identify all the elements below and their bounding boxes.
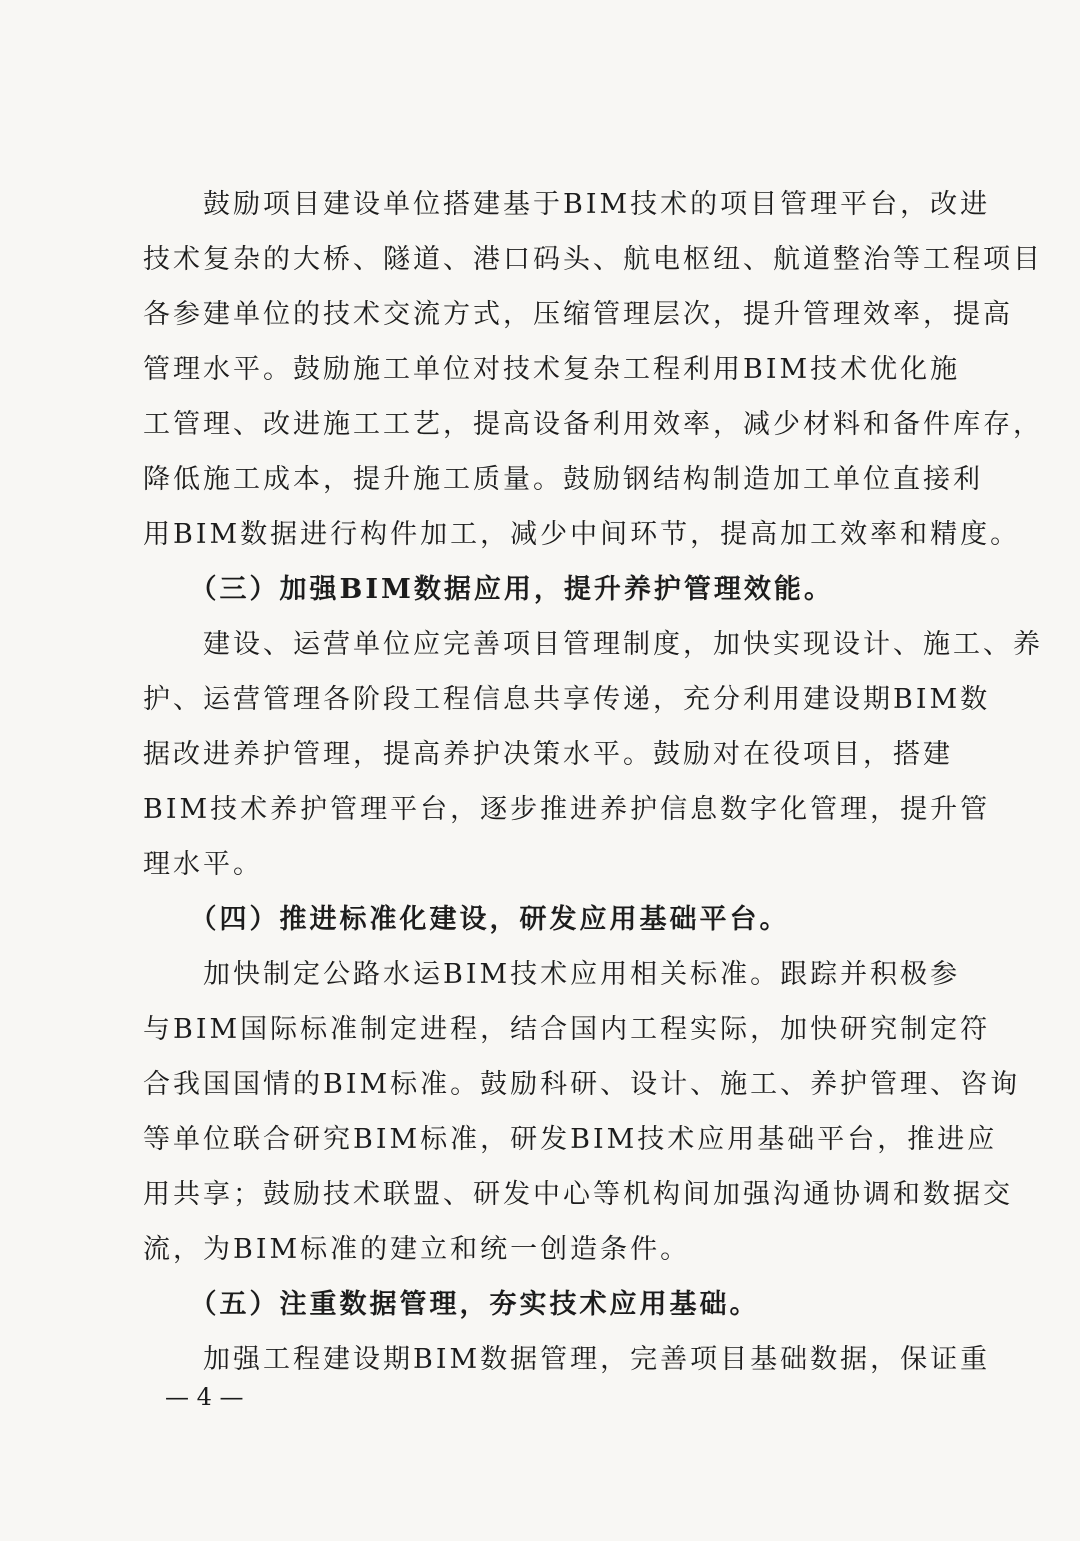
body-line-1: 鼓励项目建设单位搭建基于BIM技术的项目管理平台，改进 (143, 189, 991, 220)
body-line-17: 合我国国情的BIM标准。鼓励科研、设计、施工、养护管理、咨询 (143, 1069, 1021, 1100)
body-line-10: 护、运营管理各阶段工程信息共享传递，充分利用建设期BIM数 (143, 684, 991, 715)
section-heading-4: （四）推进标准化建设，研发应用基础平台。 (143, 904, 790, 935)
body-line-22: 加强工程建设期BIM数据管理，完善项目基础数据，保证重 (143, 1344, 991, 1375)
body-line-13: 理水平。 (143, 849, 263, 880)
section-heading-3: （三）加强BIM数据应用，提升养护管理效能。 (143, 574, 834, 605)
body-line-3: 各参建单位的技术交流方式，压缩管理层次，提升管理效率，提高 (143, 299, 1013, 330)
section-heading-5: （五）注重数据管理，夯实技术应用基础。 (143, 1289, 760, 1320)
body-line-19: 用共享；鼓励技术联盟、研发中心等机构间加强沟通协调和数据交 (143, 1179, 1013, 1210)
body-line-18: 等单位联合研究BIM标准，研发BIM技术应用基础平台，推进应 (143, 1124, 998, 1155)
body-line-6: 降低施工成本，提升施工质量。鼓励钢结构制造加工单位直接利 (143, 464, 983, 495)
body-line-9: 建设、运营单位应完善项目管理制度，加快实现设计、施工、养 (143, 629, 1043, 660)
body-line-5: 工管理、改进施工工艺，提高设备利用效率，减少材料和备件库存， (143, 409, 1043, 440)
body-line-20: 流，为BIM标准的建立和统一创造条件。 (143, 1234, 691, 1265)
body-line-7: 用BIM数据进行构件加工，减少中间环节，提高加工效率和精度。 (143, 519, 1021, 550)
body-line-11: 据改进养护管理，提高养护决策水平。鼓励对在役项目，搭建 (143, 739, 953, 770)
body-line-15: 加快制定公路水运BIM技术应用相关标准。跟踪并积极参 (143, 959, 961, 990)
body-line-4: 管理水平。鼓励施工单位对技术复杂工程利用BIM技术优化施 (143, 354, 961, 385)
body-line-12: BIM技术养护管理平台，逐步推进养护信息数字化管理，提升管 (143, 794, 991, 825)
body-line-16: 与BIM国际标准制定进程，结合国内工程实际，加快研究制定符 (143, 1014, 991, 1045)
page-number: — 4 — (165, 1383, 244, 1411)
body-line-2: 技术复杂的大桥、隧道、港口码头、航电枢纽、航道整治等工程项目 (143, 244, 1043, 275)
